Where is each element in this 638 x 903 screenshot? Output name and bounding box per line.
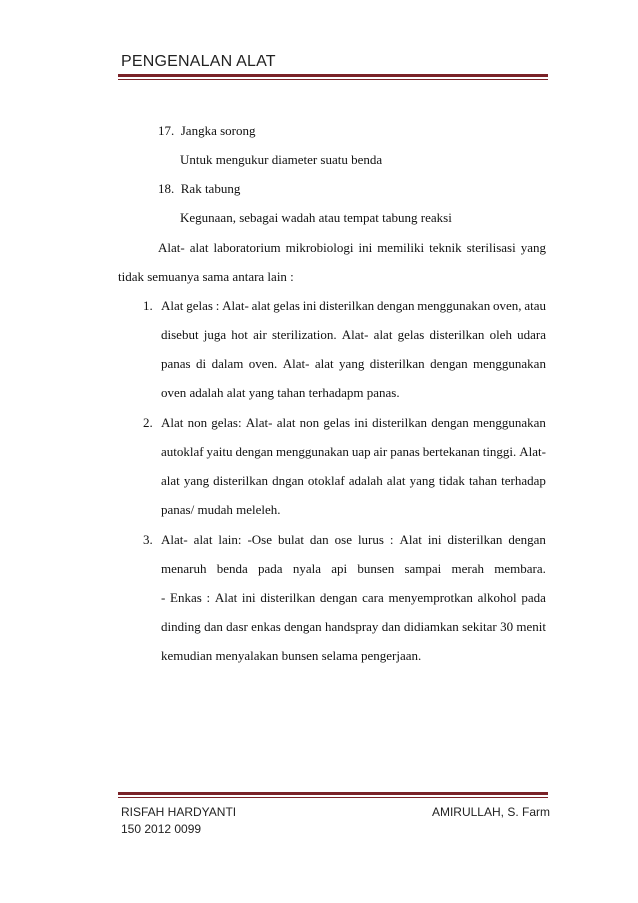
item-18-desc: Kegunaan, sebagai wadah atau tempat tabung reaksi <box>180 210 452 225</box>
word: pada <box>258 561 283 576</box>
word: handspray <box>324 619 379 634</box>
list-item-2-line-2 <box>161 444 546 460</box>
word: dngan <box>272 473 304 488</box>
word: air <box>373 444 388 459</box>
word: alat <box>276 415 296 430</box>
word: disterilkan <box>260 590 316 605</box>
word: oven, <box>493 298 522 313</box>
header-title: PENGENALAN ALAT <box>121 53 276 70</box>
word: lurus <box>357 532 384 547</box>
word: dengan <box>508 532 546 547</box>
word: panas <box>390 444 420 459</box>
word: udara <box>517 327 546 342</box>
word: disterilkan <box>372 415 428 430</box>
word: dan <box>309 532 329 547</box>
word: alat <box>386 473 406 488</box>
item-17-label: Jangka sorong <box>180 123 256 138</box>
list-item-2-line-4: panas/ mudah meleleh. <box>161 502 281 517</box>
footer-supervisor-name: AMIRULLAH, S. Farm <box>431 805 550 819</box>
word: menit <box>516 619 546 634</box>
word: api <box>331 561 348 576</box>
word: sterilisasi <box>466 240 516 255</box>
word: alat <box>251 298 271 313</box>
word: sterilization. <box>271 327 337 342</box>
intro-line-1 <box>158 240 546 256</box>
word: Alat <box>161 298 184 313</box>
word: hot <box>231 327 248 342</box>
footer-rule-thin <box>118 797 548 798</box>
word: dengan <box>376 298 415 313</box>
word: menggunakan <box>275 444 349 459</box>
item-17-desc: Untuk mengukur diameter suatu benda <box>180 152 383 167</box>
word: alat <box>189 240 209 255</box>
word: adalah <box>348 473 383 488</box>
word: Alat- <box>245 415 273 430</box>
word: alat <box>314 356 334 371</box>
word: merah <box>451 561 485 576</box>
list-item-1-number: 1. <box>143 298 153 313</box>
word: yang <box>520 240 546 255</box>
list-item-3-line-4 <box>161 619 546 635</box>
list-item-3-line-1 <box>161 532 546 548</box>
word: ini <box>241 590 256 605</box>
word: - <box>161 590 166 605</box>
word: ose <box>334 532 352 547</box>
list-item-1-line-4: oven adalah alat yang tahan terhadapm panas. <box>161 385 400 400</box>
word: tinggi. <box>482 444 517 459</box>
word: ini <box>354 415 368 430</box>
footer-author-id: 150 2012 0099 <box>121 822 202 836</box>
item-18-label: Rak tabung <box>180 181 241 196</box>
item-18-number: 18. <box>158 181 175 196</box>
word: yaitu <box>206 444 233 459</box>
word: non <box>299 415 320 430</box>
word: yang <box>409 473 435 488</box>
word: bunsen <box>357 561 395 576</box>
word: Alat- <box>282 356 310 371</box>
word: alat <box>193 532 213 547</box>
word: oleh <box>489 327 512 342</box>
word: nyala <box>292 561 321 576</box>
word: disterilkan <box>429 327 485 342</box>
word: yang <box>339 356 365 371</box>
word: Enkas <box>170 590 202 605</box>
word: alat <box>373 327 393 342</box>
word: alkohol <box>477 590 517 605</box>
word: oven. <box>248 356 278 371</box>
word: gelas <box>273 298 300 313</box>
word: dengan <box>235 444 274 459</box>
word: bulat <box>277 532 304 547</box>
list-item-1-line-1 <box>161 298 546 314</box>
word: didiamkan <box>403 619 459 634</box>
word: benda <box>216 561 248 576</box>
word: : <box>215 298 220 313</box>
word: dasr <box>226 619 248 634</box>
word: dalam <box>211 356 244 371</box>
word: Alat <box>399 532 422 547</box>
list-item-2-number: 2. <box>143 415 153 430</box>
item-18-title <box>158 181 240 197</box>
word: dengan <box>319 590 358 605</box>
word: dan <box>204 619 223 634</box>
word: juga <box>203 327 227 342</box>
word: membara. <box>494 561 546 576</box>
word: gelas <box>186 298 213 313</box>
word: menggunakan <box>473 356 546 371</box>
word: disebut <box>161 327 199 342</box>
list-item-3-line-2 <box>161 561 546 577</box>
word: ini <box>302 298 317 313</box>
footer-rule-thick <box>118 792 548 795</box>
list-item-2-line-3 <box>161 473 546 489</box>
word: disterilkan <box>213 473 269 488</box>
word: Alat- <box>341 327 369 342</box>
word: air <box>253 327 267 342</box>
word: disterilkan <box>447 532 503 547</box>
word: dengan <box>430 356 468 371</box>
word: Alat- <box>519 444 546 459</box>
word: bertekanan <box>422 444 480 459</box>
word: disterilkan <box>319 298 375 313</box>
word: lain: <box>218 532 242 547</box>
word: disterilkan <box>369 356 425 371</box>
word: terhadap <box>501 473 546 488</box>
item-17-title <box>158 123 256 139</box>
word: otoklaf <box>307 473 345 488</box>
word: Alat <box>214 590 238 605</box>
word: mikrobiologi <box>285 240 354 255</box>
word: dengan <box>431 415 469 430</box>
header-rule-thin <box>118 79 548 80</box>
item-17-number: 17. <box>158 123 175 138</box>
word: menggunakan <box>417 298 491 313</box>
word: non <box>187 415 208 430</box>
word: dan <box>381 619 401 634</box>
word: enkas <box>251 619 281 634</box>
list-item-2-line-1 <box>161 415 546 431</box>
word: : <box>389 532 394 547</box>
word: Alat- <box>158 240 185 255</box>
word: -Ose <box>247 532 272 547</box>
word: di <box>196 356 207 371</box>
word: Alat- <box>161 532 188 547</box>
word: atau <box>524 298 546 313</box>
word: laboratorium <box>213 240 281 255</box>
word: Alat <box>161 415 184 430</box>
list-item-1-line-2 <box>161 327 546 343</box>
list-item-3-line-5: kemudian menyalakan bunsen selama pengerjaan. <box>161 648 422 663</box>
word: gelas <box>397 327 425 342</box>
word: teknik <box>429 240 462 255</box>
word: menaruh <box>161 561 207 576</box>
word: panas <box>161 356 191 371</box>
word: memiliki <box>377 240 425 255</box>
list-item-1-line-3 <box>161 356 546 372</box>
word: sekitar <box>462 619 497 634</box>
word: cara <box>362 590 384 605</box>
word: dinding <box>161 619 201 634</box>
header-rule-thick <box>118 74 548 77</box>
word: : <box>206 590 211 605</box>
word: ini <box>427 532 442 547</box>
list-item-3-line-3 <box>161 590 546 606</box>
word: autoklaf <box>161 444 204 459</box>
footer-author-name: RISFAH HARDYANTI <box>121 805 237 819</box>
word: menggunakan <box>472 415 546 430</box>
word: ini <box>358 240 373 255</box>
word: Alat- <box>222 298 249 313</box>
word: tidak <box>438 473 465 488</box>
intro-line-2: tidak semuanya sama antara lain : <box>118 269 294 284</box>
list-item-3-number: 3. <box>143 532 153 547</box>
word: 30 <box>500 619 514 634</box>
word: pada <box>521 590 546 605</box>
word: dengan <box>284 619 322 634</box>
word: menyemprotkan <box>388 590 473 605</box>
word: tahan <box>468 473 498 488</box>
word: gelas <box>323 415 351 430</box>
word: uap <box>351 444 371 459</box>
word: yang <box>183 473 210 488</box>
word: sampai <box>404 561 442 576</box>
word: alat <box>161 473 180 488</box>
word: gelas: <box>211 415 242 430</box>
